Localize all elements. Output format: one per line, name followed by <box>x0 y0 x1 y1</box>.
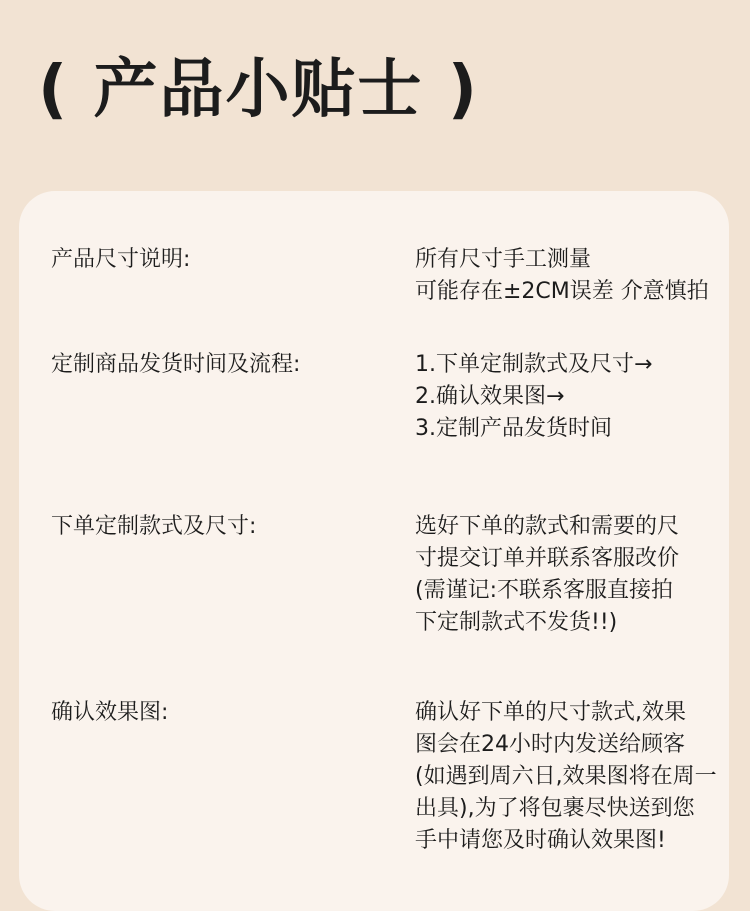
tip-value-line: 3.定制产品发货时间 <box>415 416 612 441</box>
tip-value <box>415 511 715 639</box>
page-title: ( 产品小贴士 ) <box>38 53 480 127</box>
tip-label: 定制商品发货时间及流程: <box>51 352 301 377</box>
tip-label: 下单定制款式及尺寸: <box>51 514 257 539</box>
tip-value-line: 可能存在±2CM误差 介意慎拍 <box>415 279 709 304</box>
tip-value-line: 确认好下单的尺寸款式,效果 <box>415 700 686 725</box>
tip-value-line: 1.下单定制款式及尺寸→ <box>415 352 653 377</box>
tip-value-line: 寸提交订单并联系客服改价 <box>415 546 680 571</box>
tips-card <box>19 191 729 911</box>
tip-value-line: 所有尺寸手工测量 <box>415 247 592 272</box>
tip-value <box>415 244 715 308</box>
tip-value-line: 图会在24小时内发送给顾客 <box>415 732 685 757</box>
tip-value-line: 选好下单的款式和需要的尺 <box>415 514 680 539</box>
tip-value <box>415 349 715 445</box>
tip-value-line: 下定制款式不发货!!) <box>415 610 618 635</box>
tip-value-line: 手中请您及时确认效果图! <box>415 828 666 853</box>
tip-value-line: 2.确认效果图→ <box>415 384 565 409</box>
tip-value-line: 出具),为了将包裹尽快送到您 <box>415 796 695 821</box>
tip-value <box>415 697 715 857</box>
tip-label: 产品尺寸说明: <box>51 247 191 272</box>
tip-label: 确认效果图: <box>51 700 169 725</box>
tip-value-line: (需谨记:不联系客服直接拍 <box>415 578 673 603</box>
tip-value-line: (如遇到周六日,效果图将在周一 <box>415 764 717 789</box>
